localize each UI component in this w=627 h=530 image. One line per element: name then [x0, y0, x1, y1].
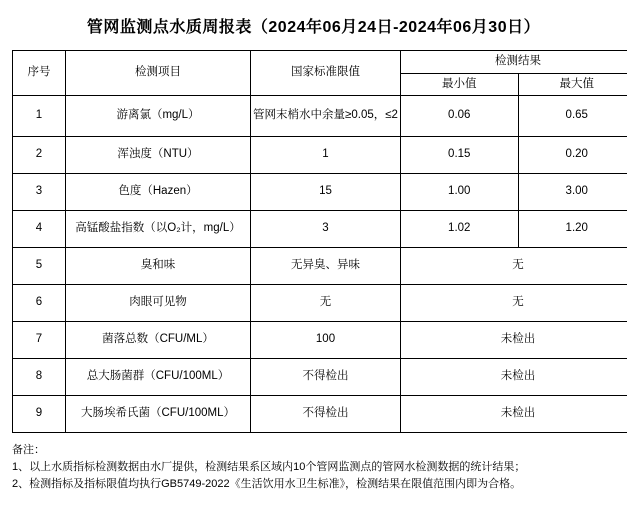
cell-item: 肉眼可见物 [66, 285, 251, 322]
cell-seq: 9 [13, 396, 66, 433]
cell-seq: 1 [13, 96, 66, 137]
cell-item: 总大肠菌群（CFU/100ML） [66, 359, 251, 396]
cell-standard: 不得检出 [251, 359, 401, 396]
cell-standard: 无 [251, 285, 401, 322]
cell-standard: 无异臭、异味 [251, 248, 401, 285]
table-row [13, 285, 627, 322]
cell-standard: 100 [251, 322, 401, 359]
table-header [13, 51, 627, 96]
table-row [13, 359, 627, 396]
table-row [13, 174, 627, 211]
header-item: 检测项目 [66, 51, 251, 96]
water-quality-table [12, 50, 627, 433]
cell-max: 0.20 [518, 137, 627, 174]
table-row [13, 211, 627, 248]
cell-standard: 管网末梢水中余量≥0.05，≤2 [251, 96, 401, 137]
table-row [13, 396, 627, 433]
cell-result: 未检出 [401, 396, 627, 433]
header-min: 最小值 [401, 73, 519, 96]
cell-item: 浑浊度（NTU） [66, 137, 251, 174]
notes-section [12, 442, 615, 493]
cell-standard: 3 [251, 211, 401, 248]
page-title: 管网监测点水质周报表（2024年06月24日-2024年06月30日） [86, 19, 541, 36]
cell-result: 无 [401, 285, 627, 322]
cell-result: 未检出 [401, 322, 627, 359]
notes-heading: 备注： [12, 444, 45, 457]
cell-item: 菌落总数（CFU/ML） [66, 322, 251, 359]
table-row [13, 248, 627, 285]
cell-result: 无 [401, 248, 627, 285]
cell-standard: 1 [251, 137, 401, 174]
header-max: 最大值 [518, 73, 627, 96]
cell-max: 3.00 [518, 174, 627, 211]
cell-item: 高锰酸盐指数（以O₂计，mg/L） [66, 211, 251, 248]
table-row [13, 137, 627, 174]
table-body [13, 96, 627, 433]
cell-seq: 7 [13, 322, 66, 359]
cell-seq: 8 [13, 359, 66, 396]
cell-seq: 3 [13, 174, 66, 211]
table-row [13, 96, 627, 137]
cell-seq: 6 [13, 285, 66, 322]
header-standard: 国家标准限值 [251, 51, 401, 96]
cell-max: 0.65 [518, 96, 627, 137]
cell-min: 0.06 [401, 96, 519, 137]
cell-item: 大肠埃希氏菌（CFU/100ML） [66, 396, 251, 433]
header-result: 检测结果 [401, 51, 627, 74]
cell-min: 1.00 [401, 174, 519, 211]
note-line-2: 2、检测指标及指标限值均执行GB5749-2022《生活饮用水卫生标准》，检测结果在限值范围内即为合格。 [12, 478, 522, 491]
cell-seq: 4 [13, 211, 66, 248]
header-seq: 序号 [13, 51, 66, 96]
cell-seq: 2 [13, 137, 66, 174]
cell-max: 1.20 [518, 211, 627, 248]
cell-seq: 5 [13, 248, 66, 285]
cell-min: 0.15 [401, 137, 519, 174]
cell-item: 色度（Hazen） [66, 174, 251, 211]
cell-standard: 15 [251, 174, 401, 211]
cell-standard: 不得检出 [251, 396, 401, 433]
header-row-primary [13, 51, 627, 74]
table-row [13, 322, 627, 359]
cell-result: 未检出 [401, 359, 627, 396]
note-line-1: 1、以上水质指标检测数据由水厂提供，检测结果系区域内10个管网监测点的管网水检测数据的统计结果； [12, 461, 526, 474]
cell-item: 游离氯（mg/L） [66, 96, 251, 137]
cell-min: 1.02 [401, 211, 519, 248]
cell-item: 臭和味 [66, 248, 251, 285]
